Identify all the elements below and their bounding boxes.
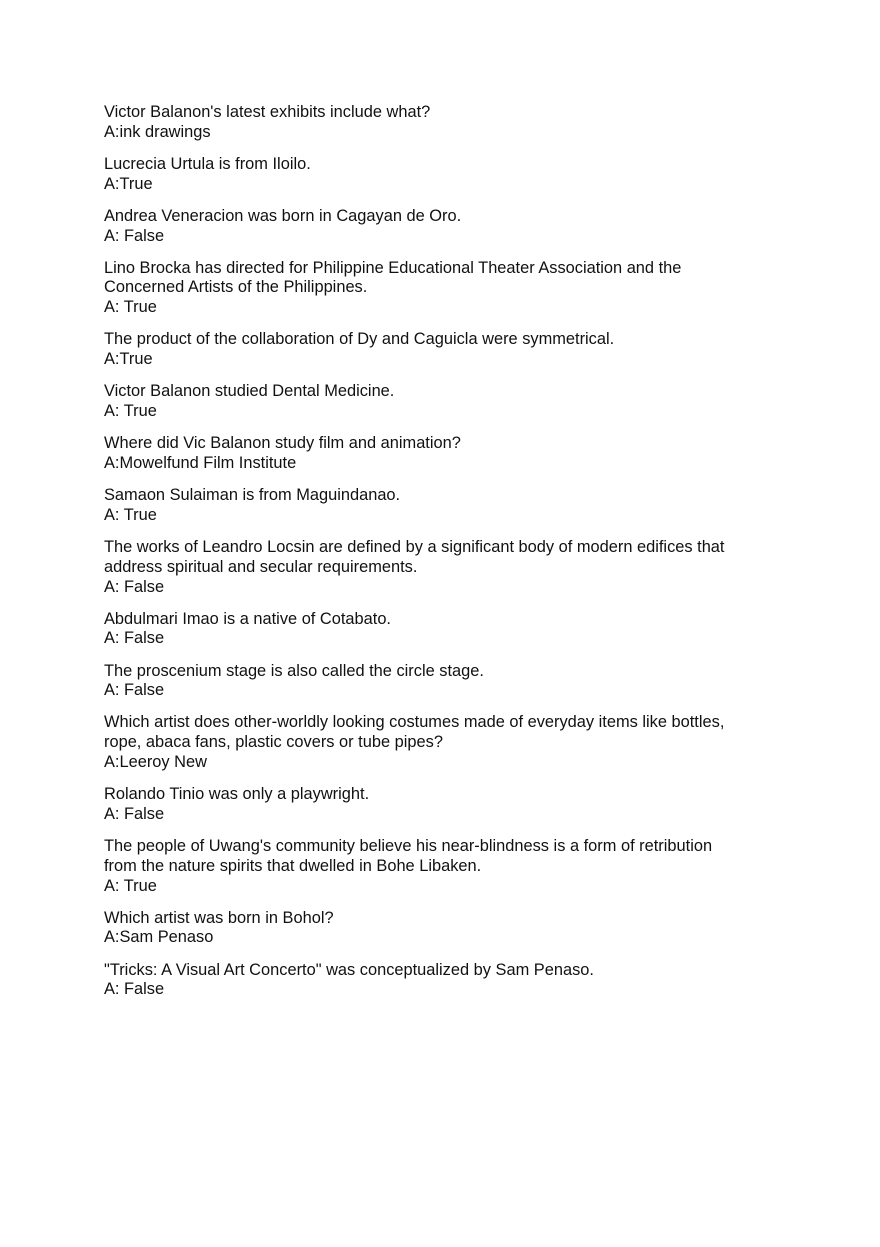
qa-item bbox=[104, 961, 784, 1001]
answer-text: A: True bbox=[104, 298, 157, 317]
question-text: The people of Uwang's community believe his near-blindness is a form of retribution from the nature spirits that dwelled in Bohe Libaken. bbox=[104, 836, 713, 875]
question-text: Rolando Tinio was only a playwright. bbox=[104, 785, 370, 804]
answer-text: A: False bbox=[104, 804, 165, 823]
qa-item bbox=[104, 103, 784, 143]
qa-item bbox=[104, 486, 784, 526]
question-text: Abdulmari Imao is a native of Cotabato. bbox=[104, 609, 391, 628]
answer-text: A: False bbox=[104, 681, 165, 700]
question-text: Lino Brocka has directed for Philippine Educational Theater Association and the Concerned Artists of the Philippines. bbox=[104, 258, 682, 297]
question-text: The works of Leandro Locsin are defined by a significant body of modern edifices that address spiritual and secular requirements. bbox=[104, 537, 725, 576]
qa-item bbox=[104, 610, 784, 650]
qa-item bbox=[104, 434, 784, 474]
qa-item bbox=[104, 837, 784, 896]
answer-text: A: False bbox=[104, 226, 165, 245]
qa-item bbox=[104, 207, 784, 247]
answer-text: A: False bbox=[104, 980, 165, 999]
answer-text: A:Sam Penaso bbox=[104, 928, 214, 947]
question-text: Victor Balanon studied Dental Medicine. bbox=[104, 382, 395, 401]
answer-text: A: False bbox=[104, 577, 165, 596]
question-text: Samaon Sulaiman is from Maguindanao. bbox=[104, 486, 401, 505]
answer-text: A:True bbox=[104, 350, 153, 369]
answer-text: A: True bbox=[104, 402, 157, 421]
question-text: The product of the collaboration of Dy and Caguicla were symmetrical. bbox=[104, 330, 615, 349]
question-text: Which artist does other-worldly looking costumes made of everyday items like bottles, rope, abaca fans, plastic covers or tube pipes? bbox=[104, 713, 725, 752]
question-text: "Tricks: A Visual Art Concerto" was conceptualized by Sam Penaso. bbox=[104, 960, 594, 979]
qa-item bbox=[104, 662, 784, 702]
qa-item bbox=[104, 259, 784, 318]
qa-item bbox=[104, 785, 784, 825]
answer-text: A: True bbox=[104, 876, 157, 895]
question-text: The proscenium stage is also called the circle stage. bbox=[104, 661, 484, 680]
qa-item bbox=[104, 330, 784, 370]
qa-item bbox=[104, 538, 784, 597]
answer-text: A:Leeroy New bbox=[104, 752, 207, 771]
qa-list bbox=[104, 103, 784, 1012]
qa-item bbox=[104, 382, 784, 422]
qa-item bbox=[104, 155, 784, 195]
answer-text: A: False bbox=[104, 629, 165, 648]
question-text: Which artist was born in Bohol? bbox=[104, 908, 334, 927]
answer-text: A:True bbox=[104, 174, 153, 193]
answer-text: A:Mowelfund Film Institute bbox=[104, 453, 297, 472]
qa-item bbox=[104, 713, 784, 772]
answer-text: A: True bbox=[104, 505, 157, 524]
question-text: Andrea Veneracion was born in Cagayan de Oro. bbox=[104, 206, 462, 225]
qa-item bbox=[104, 909, 784, 949]
answer-text: A:ink drawings bbox=[104, 122, 211, 141]
question-text: Lucrecia Urtula is from Iloilo. bbox=[104, 154, 311, 173]
question-text: Where did Vic Balanon study film and animation? bbox=[104, 434, 461, 453]
question-text: Victor Balanon's latest exhibits include what? bbox=[104, 103, 431, 121]
